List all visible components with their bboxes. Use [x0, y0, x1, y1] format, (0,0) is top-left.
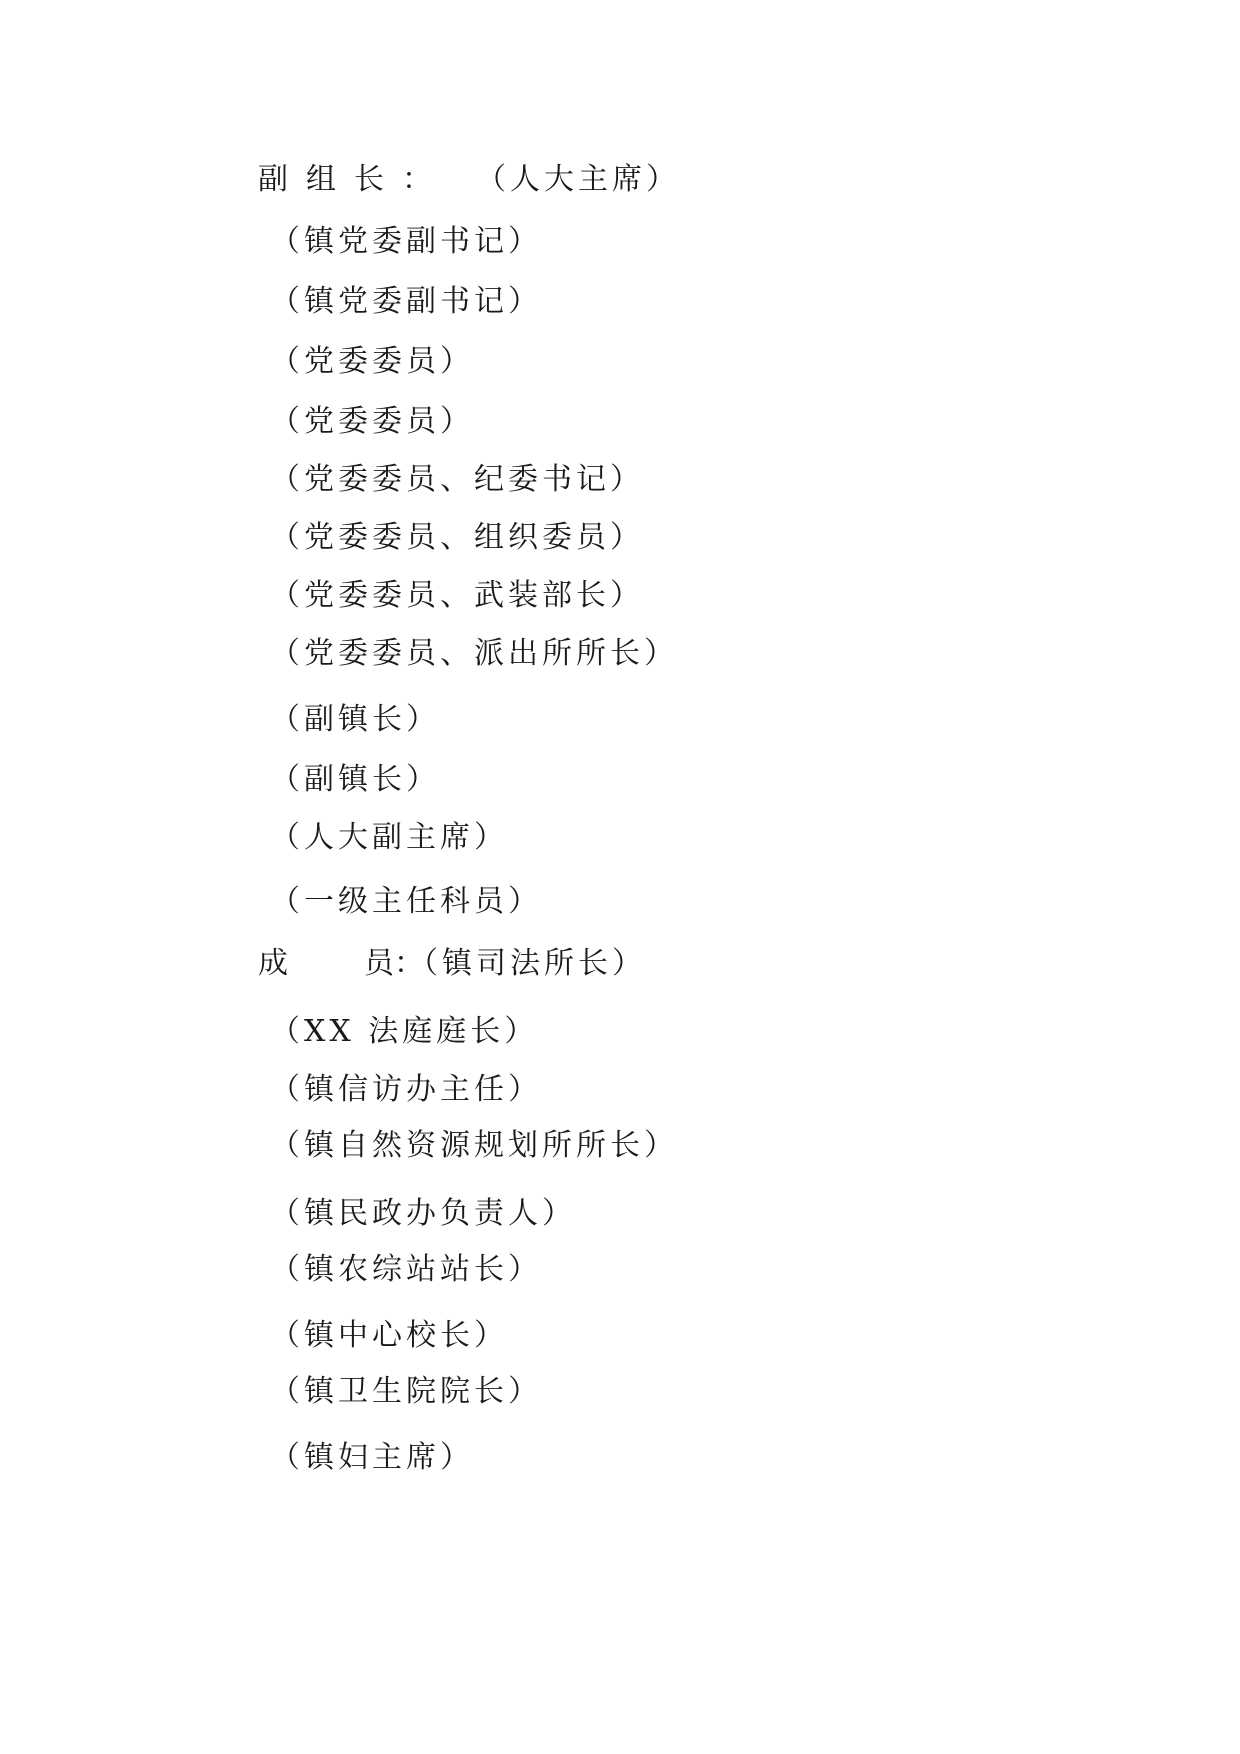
member-label-part-1: 成 — [258, 946, 288, 981]
member-title: （镇妇主席） — [270, 1440, 474, 1475]
member-item — [270, 1196, 576, 1232]
member-title: （镇农综站站长） — [270, 1252, 542, 1287]
deputy-item — [270, 884, 542, 920]
member-item — [270, 1318, 508, 1354]
deputy-item — [270, 820, 508, 856]
deputy-item — [270, 762, 440, 798]
member-item — [270, 1014, 538, 1050]
member-title: （镇自然资源规划所所长） — [270, 1128, 678, 1163]
member-title: （镇中心校长） — [270, 1318, 508, 1353]
member-item — [270, 1072, 542, 1108]
deputy-item — [270, 284, 542, 320]
member-item — [270, 1128, 678, 1164]
deputy-leader-line — [258, 162, 680, 198]
deputy-item — [270, 462, 644, 498]
deputy-title: （一级主任科员） — [270, 884, 542, 919]
deputy-title: （党委委员、武装部长） — [270, 578, 644, 613]
member-label — [258, 946, 424, 982]
deputy-title: （副镇长） — [270, 702, 440, 737]
member-title: （XX 法庭庭长） — [270, 1014, 539, 1049]
member-title: （镇卫生院院长） — [270, 1374, 542, 1409]
deputy-item — [270, 702, 440, 738]
member-title: （镇民政办负责人） — [270, 1196, 576, 1231]
deputy-item — [270, 404, 474, 440]
member-label-part-2: 员： — [364, 946, 424, 981]
deputy-item — [270, 224, 542, 260]
deputy-title: （党委委员） — [270, 344, 474, 379]
deputy-leader-label: 副组长： — [258, 162, 450, 197]
deputy-leader-title: （人大主席） — [476, 162, 680, 197]
deputy-title: （人大副主席） — [270, 820, 508, 855]
member-item — [270, 1252, 542, 1288]
deputy-title: （党委委员、派出所所长） — [270, 636, 678, 671]
deputy-title: （党委委员、组织委员） — [270, 520, 644, 555]
deputy-title: （党委委员、纪委书记） — [270, 462, 644, 497]
deputy-item — [270, 636, 678, 672]
member-item — [270, 1440, 474, 1476]
deputy-item — [270, 344, 474, 380]
member-item — [270, 1374, 542, 1410]
deputy-title: （镇党委副书记） — [270, 284, 542, 319]
member-first-title: （镇司法所长） — [408, 946, 646, 981]
deputy-title: （镇党委副书记） — [270, 224, 542, 259]
deputy-title: （副镇长） — [270, 762, 440, 797]
member-line — [258, 946, 646, 982]
member-title: （镇信访办主任） — [270, 1072, 542, 1107]
deputy-item — [270, 578, 644, 614]
deputy-item — [270, 520, 644, 556]
deputy-title: （党委委员） — [270, 404, 474, 439]
